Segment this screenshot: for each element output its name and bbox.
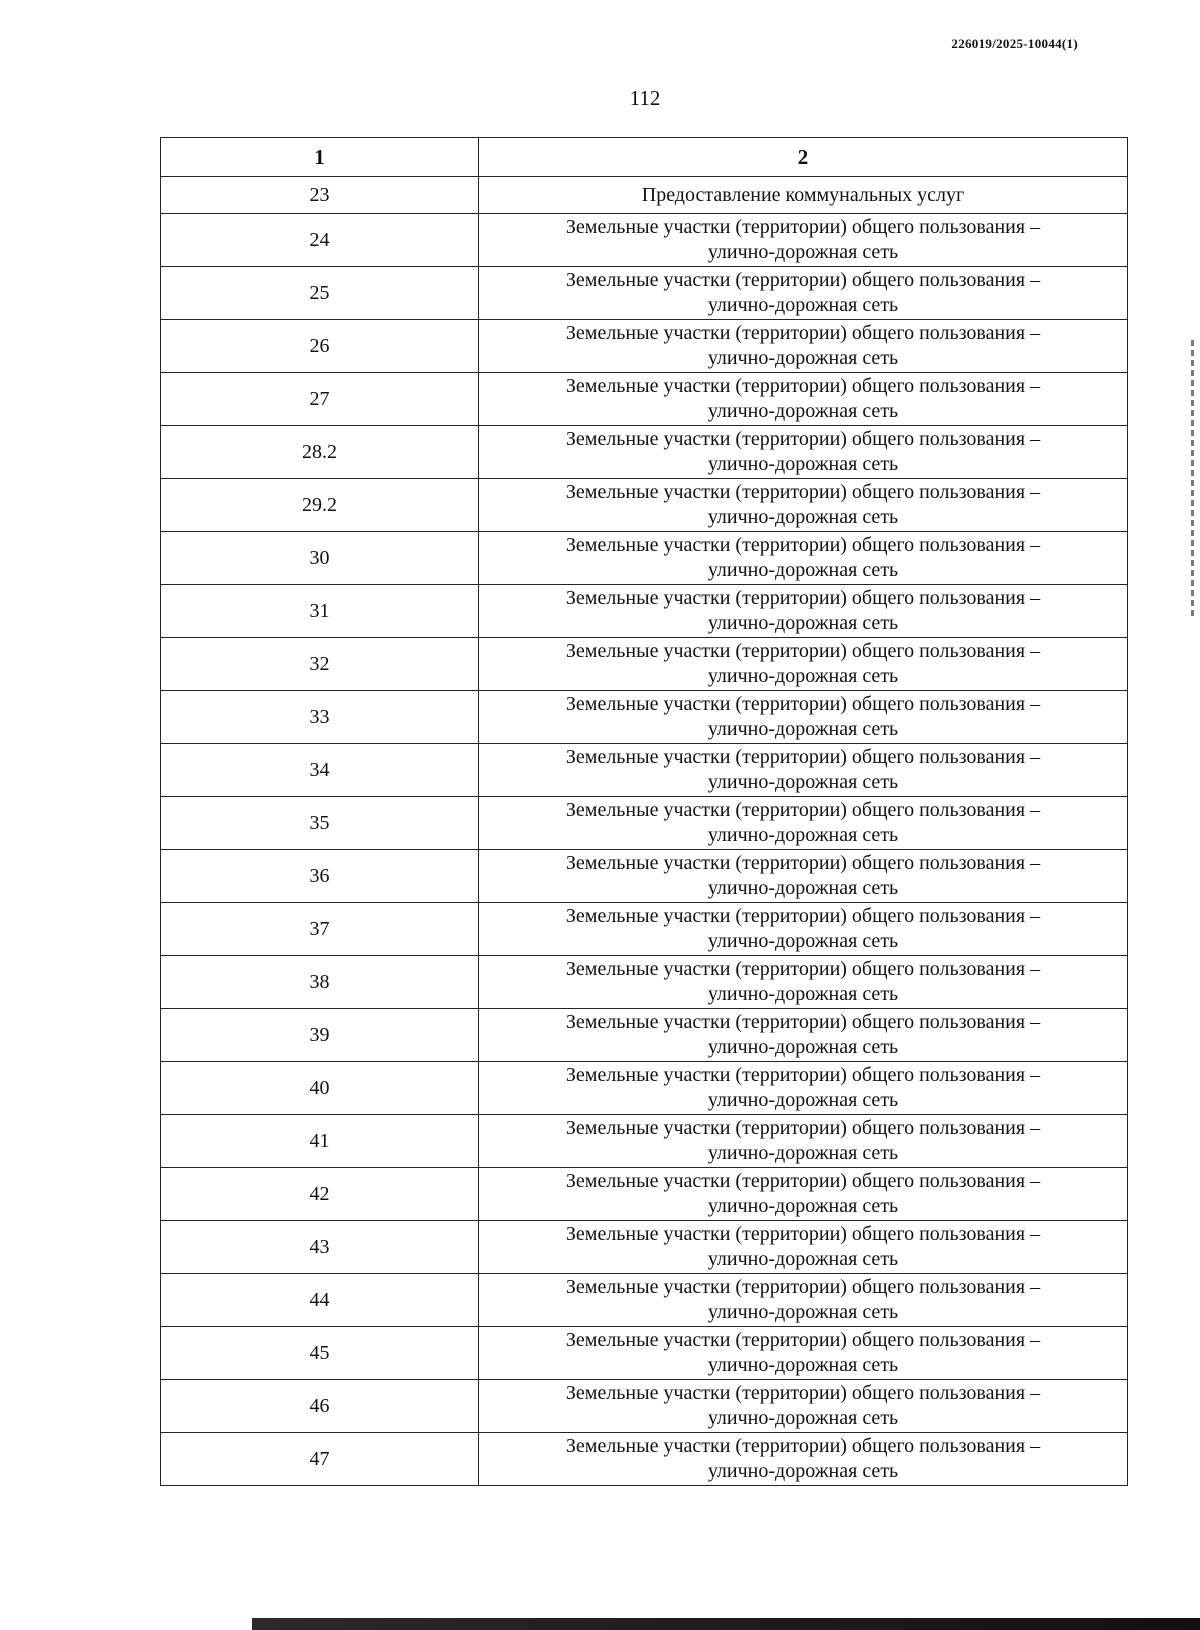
table-row [161,744,1128,797]
description-line-1: Земельные участки (территории) общего пользования – [565,1223,1041,1245]
table-row [161,797,1128,850]
description-line-1: Земельные участки (территории) общего пользования – [565,322,1041,344]
description-line-2: улично-дорожная сеть [707,612,899,634]
description-line-1: Предоставление коммунальных услуг [641,183,965,206]
table-row [161,1221,1128,1274]
description-line-1: Земельные участки (территории) общего пользования – [565,428,1041,450]
row-number-cell: 44 [161,1274,479,1327]
row-number-cell: 24 [161,214,479,267]
scan-artifact-right-edge [1191,340,1194,620]
row-number-cell: 39 [161,1009,479,1062]
table-row [161,1327,1128,1380]
description-line-2: улично-дорожная сеть [707,559,899,581]
table-row [161,267,1128,320]
document-registration-number: 226019/2025-10044(1) [951,36,1078,51]
table-row [161,320,1128,373]
description-line-1: Земельные участки (территории) общего пользования – [565,1117,1041,1139]
description-line-1: Земельные участки (территории) общего пользования – [565,1064,1041,1086]
description-line-1: Земельные участки (территории) общего пользования – [565,375,1041,397]
row-number-cell: 42 [161,1168,479,1221]
description-line-1: Земельные участки (территории) общего пользования – [565,905,1041,927]
description-line-2: улично-дорожная сеть [707,1354,899,1376]
table-row [161,1433,1128,1486]
row-description-cell [479,1062,1128,1115]
row-number-cell: 43 [161,1221,479,1274]
table-row [161,956,1128,1009]
row-description-cell [479,479,1128,532]
row-description-cell [479,850,1128,903]
row-description-cell [479,1433,1128,1486]
table-row [161,1009,1128,1062]
row-description-cell [479,638,1128,691]
description-line-2: улично-дорожная сеть [707,771,899,793]
description-line-1: Земельные участки (территории) общего пользования – [565,269,1041,291]
row-description-cell [479,1380,1128,1433]
row-number-cell: 41 [161,1115,479,1168]
description-line-2: улично-дорожная сеть [707,877,899,899]
row-description-cell [479,1115,1128,1168]
table-row [161,691,1128,744]
description-line-2: улично-дорожная сеть [707,1195,899,1217]
table-row [161,1380,1128,1433]
table-row [161,1274,1128,1327]
row-number-cell: 32 [161,638,479,691]
description-line-2: улично-дорожная сеть [707,983,899,1005]
table-body [161,177,1128,1486]
row-description-cell [479,214,1128,267]
description-line-1: Земельные участки (территории) общего пользования – [565,1329,1041,1351]
column-header-1: 1 [161,138,479,177]
description-line-1: Земельные участки (территории) общего пользования – [565,1276,1041,1298]
row-number-cell: 28.2 [161,426,479,479]
row-description-cell [479,744,1128,797]
row-number-cell: 40 [161,1062,479,1115]
row-description-cell [479,177,1128,214]
description-line-2: улично-дорожная сеть [707,1248,899,1270]
row-number-cell: 35 [161,797,479,850]
table-row [161,373,1128,426]
description-line-2: улично-дорожная сеть [707,506,899,528]
table-row [161,177,1128,214]
row-description-cell [479,903,1128,956]
description-line-2: улично-дорожная сеть [707,241,899,263]
description-line-1: Земельные участки (территории) общего пользования – [565,534,1041,556]
description-line-1: Земельные участки (территории) общего пользования – [565,1382,1041,1404]
column-header-2: 2 [479,138,1128,177]
scan-artifact-bottom-edge [0,1618,1200,1630]
row-description-cell [479,426,1128,479]
description-line-1: Земельные участки (территории) общего пользования – [565,1435,1041,1457]
description-line-2: улично-дорожная сеть [707,453,899,475]
table-row [161,1115,1128,1168]
row-number-cell: 31 [161,585,479,638]
table-row [161,850,1128,903]
row-description-cell [479,585,1128,638]
table-row [161,638,1128,691]
row-number-cell: 36 [161,850,479,903]
description-line-2: улично-дорожная сеть [707,1460,899,1482]
row-number-cell: 29.2 [161,479,479,532]
row-number-cell: 23 [161,177,479,214]
row-number-cell: 26 [161,320,479,373]
table-row [161,903,1128,956]
description-line-2: улично-дорожная сеть [707,1089,899,1111]
table-row [161,1062,1128,1115]
description-line-1: Земельные участки (территории) общего пользования – [565,587,1041,609]
row-description-cell [479,267,1128,320]
row-description-cell [479,1168,1128,1221]
table-row [161,1168,1128,1221]
row-description-cell [479,373,1128,426]
table-row [161,426,1128,479]
row-number-cell: 46 [161,1380,479,1433]
description-line-2: улично-дорожная сеть [707,665,899,687]
row-description-cell [479,1327,1128,1380]
description-line-2: улично-дорожная сеть [707,294,899,316]
row-description-cell [479,1274,1128,1327]
description-line-1: Земельные участки (территории) общего пользования – [565,481,1041,503]
table-row [161,585,1128,638]
row-number-cell: 30 [161,532,479,585]
description-line-2: улично-дорожная сеть [707,1142,899,1164]
row-number-cell: 45 [161,1327,479,1380]
description-line-1: Земельные участки (территории) общего пользования – [565,852,1041,874]
description-line-1: Земельные участки (территории) общего пользования – [565,216,1041,238]
table-row [161,214,1128,267]
description-line-2: улично-дорожная сеть [707,1407,899,1429]
row-number-cell: 47 [161,1433,479,1486]
row-description-cell [479,1221,1128,1274]
row-description-cell [479,797,1128,850]
description-line-2: улично-дорожная сеть [707,1301,899,1323]
row-description-cell [479,320,1128,373]
row-number-cell: 34 [161,744,479,797]
register-table [160,137,1128,1486]
row-description-cell [479,532,1128,585]
table-row [161,479,1128,532]
description-line-1: Земельные участки (территории) общего пользования – [565,799,1041,821]
row-number-cell: 27 [161,373,479,426]
description-line-2: улично-дорожная сеть [707,718,899,740]
description-line-1: Земельные участки (территории) общего пользования – [565,1170,1041,1192]
table-row [161,532,1128,585]
description-line-2: улично-дорожная сеть [707,824,899,846]
description-line-2: улично-дорожная сеть [707,347,899,369]
row-number-cell: 25 [161,267,479,320]
description-line-2: улично-дорожная сеть [707,400,899,422]
description-line-2: улично-дорожная сеть [707,1036,899,1058]
description-line-1: Земельные участки (территории) общего пользования – [565,746,1041,768]
row-description-cell [479,956,1128,1009]
row-number-cell: 38 [161,956,479,1009]
page-number: 112 [629,86,661,110]
row-number-cell: 37 [161,903,479,956]
row-number-cell: 33 [161,691,479,744]
row-description-cell [479,691,1128,744]
row-description-cell [479,1009,1128,1062]
description-line-1: Земельные участки (территории) общего пользования – [565,958,1041,980]
description-line-1: Земельные участки (территории) общего пользования – [565,693,1041,715]
table-header-row [161,138,1128,177]
description-line-1: Земельные участки (территории) общего пользования – [565,1011,1041,1033]
description-line-1: Земельные участки (территории) общего пользования – [565,640,1041,662]
description-line-2: улично-дорожная сеть [707,930,899,952]
